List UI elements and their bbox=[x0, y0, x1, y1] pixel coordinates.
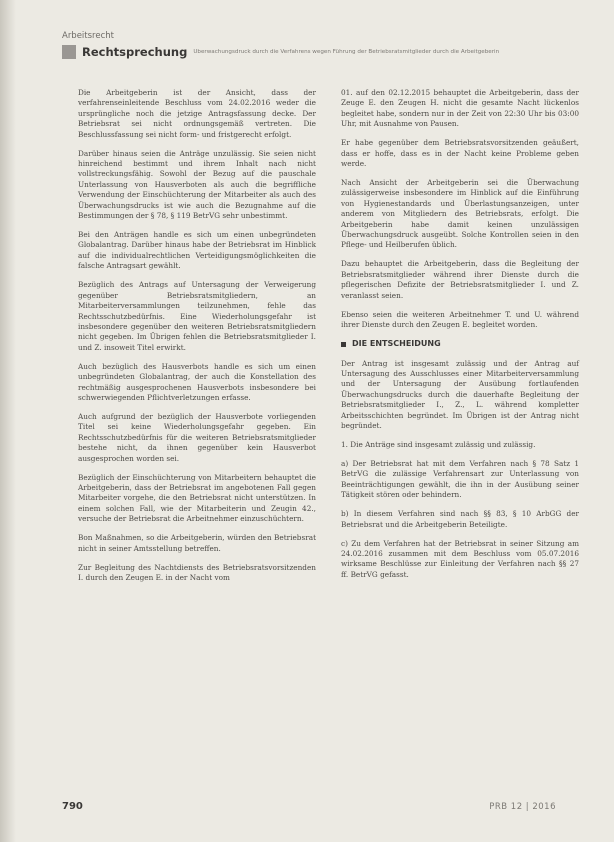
section-label: Arbeitsrecht bbox=[62, 31, 114, 41]
paragraph: Nach Ansicht der Arbeitgeberin sei die Überwachung zulässigerweise insbesondere im Hinblick auf die Einführung von Hygienestandards und Überlastungsanzeigen, unter anderem von Mitgliedern des Betriebsrats, erfolgt. Die Arbeitgeberin habe damit keinen unzulässigen Überwachungsdruck ausgeübt. Solche Kontrollen seien in den Pflege- und Heilberufen üblich. bbox=[341, 178, 579, 250]
paragraph: Bei den Anträgen handle es sich um einen unbegründeten Globalantrag. Darüber hinaus habe der Betriebsrat im Hinblick auf die individualrechtlichen Verteidigungsmöglichkeiten die falsche Antragsart gewählt. bbox=[78, 230, 316, 271]
paragraph: Zur Begleitung des Nachtdiensts des Betriebsratsvorsitzenden I. durch den Zeugen E. in der Nacht vom bbox=[78, 562, 316, 582]
journal-issue: PRB 12 | 2016 bbox=[489, 802, 556, 812]
paragraph: Auch aufgrund der bezüglich der Hausverbote vorliegenden Titel sei keine Wiederholungsgefahr gegeben. Ein Rechtsschutzbedürfnis für die weiteren Betriebsratsmitglieder bestehe nicht, da ihnen gegenüber kein Hausverbot ausgesprochen worden sei. bbox=[78, 411, 316, 463]
paragraph: Die Arbeitgeberin ist der Ansicht, dass der verfahrenseinleitende Beschluss vom 24.02.2016 weder die ursprüngliche noch die jetzige Antragsfassung decke. Der Betriebsrat sei nicht ordnungsgemäß vertreten. Die Beschlussfassung sei nicht form- und fristgerecht erfolgt. bbox=[78, 88, 316, 139]
left-column bbox=[78, 88, 316, 592]
paragraph: 01. auf den 02.12.2015 behauptet die Arbeitgeberin, dass der Zeuge E. den Zeugen H. nicht die gesamte Nacht lückenlos begleitet habe, sondern nur in der Zeit von 22:30 Uhr bis 03:00 Uhr, mit Ausnahme von Pausen. bbox=[341, 88, 579, 129]
page-header bbox=[62, 44, 582, 60]
paragraph: Ebenso seien die weiteren Arbeitnehmer T. und U. während ihrer Dienste durch den Zeugen E. begleitet worden. bbox=[341, 309, 579, 330]
header-subtitle: Überwachungsdruck durch die Verfahrens wegen Führung der Betriebsratsmitglieder durch die Arbeitgeberin bbox=[193, 49, 500, 55]
page-edge-shadow bbox=[0, 0, 16, 842]
paragraph: Auch bezüglich des Hausverbots handle es sich um einen unbegründeten Globalantrag, der auch die Konstellation des rechtmäßig ausgesprochenen Hausverbots insbesondere bei schwerwiegenden Pflichtverletzungen erfasse. bbox=[78, 361, 316, 402]
decision-heading bbox=[341, 339, 579, 349]
paragraph: Bezüglich der Einschüchterung von Mitarbeitern behauptet die Arbeitgeberin, dass der Betriebsrat im angebotenen Fall gegen Mitarbeiter vorgehe, die den Betriebsrat nicht unterstützen. In einem solchen Fall, wie der Mitarbeiterin und Zeugin 42., versuche der Betriebsrat die Arbeitnehmer einzuschüchtern. bbox=[78, 472, 316, 524]
paragraph: Er habe gegenüber dem Betriebsratsvorsitzenden geäußert, dass er hoffe, dass es in der Nacht keine Probleme geben werde. bbox=[341, 138, 579, 169]
paragraph: c) Zu dem Verfahren hat der Betriebsrat in seiner Sitzung am 24.02.2016 zusammen mit dem Beschluss vom 05.07.2016 wirksame Beschlüsse zur Einleitung der Verfahren nach §§ 27 ff. BetrVG gefasst. bbox=[341, 538, 579, 579]
square-bullet-icon bbox=[341, 342, 346, 347]
header-square-icon bbox=[62, 45, 76, 59]
right-column bbox=[341, 88, 579, 589]
paragraph: Bezüglich des Antrags auf Untersagung der Verweigerung gegenüber Betriebsratsmitgliedern, an Mitarbeiterversammlungen teilzunehmen, fehle das Rechtsschutzbedürfnis. Eine Wiederholungsgefahr ist insbesondere gegenüber den weiteren Betriebsratsmitgliedern nicht gegeben. Im Übrigen fehlen die Betriebsratsmitglieder I. und Z. insoweit Titel erwirkt. bbox=[78, 280, 316, 352]
paragraph: b) In diesem Verfahren sind nach §§ 83, § 10 ArbGG der Betriebsrat und die Arbeitgeberin Beteiligte. bbox=[341, 509, 579, 529]
decision-heading-text: DIE ENTSCHEIDUNG bbox=[352, 339, 441, 349]
paragraph: Der Antrag ist insgesamt zulässig und der Antrag auf Untersagung des Ausschlusses einer Mitarbeiterversammlung und der Untersagung der Ausübung fortlaufenden Überwachungsdrucks durch die dauerhafte Begleitung der Betriebsratsmitglieder I., Z., L. während kompletter Arbeitsschichten begründet. Im Übrigen ist der Antrag nicht begründet. bbox=[341, 358, 579, 430]
paragraph: Dazu behauptet die Arbeitgeberin, dass die Begleitung der Betriebsratsmitglieder während ihrer Dienste durch die pflegerischen Defizite der Betriebsratsmitglieder I. und Z. veranlasst seien. bbox=[341, 259, 579, 300]
header-title: Rechtsprechung bbox=[82, 45, 188, 59]
page-number: 790 bbox=[62, 801, 83, 812]
paragraph: Darüber hinaus seien die Anträge unzulässig. Sie seien nicht hinreichend bestimmt und ihrem Inhalt nach nicht vollstreckungsfähig. Sowohl der Bezug auf die pauschale Unterlassung von Hausverboten als auch die begriffliche Verwendung der Einschüchterung der Mitarbeiter als auch des Überwachungsdrucks ist wie auch die Bezugnahme auf die Bestimmungen der § 78, § 119 BetrVG sehr unbestimmt. bbox=[78, 148, 316, 221]
paragraph: a) Der Betriebsrat hat mit dem Verfahren nach § 78 Satz 1 BetrVG die zulässige Verfahrensart zur Unterlassung von Beeinträchtigungen gewählt, die ihn in der Ausübung seiner Tätigkeit stören oder behindern. bbox=[341, 458, 579, 500]
paragraph: Bon Maßnahmen, so die Arbeitgeberin, würden den Betriebsrat nicht in seiner Amtsstellung betreffen. bbox=[78, 533, 316, 553]
paragraph: 1. Die Anträge sind insgesamt zulässig und zulässig. bbox=[341, 439, 536, 449]
